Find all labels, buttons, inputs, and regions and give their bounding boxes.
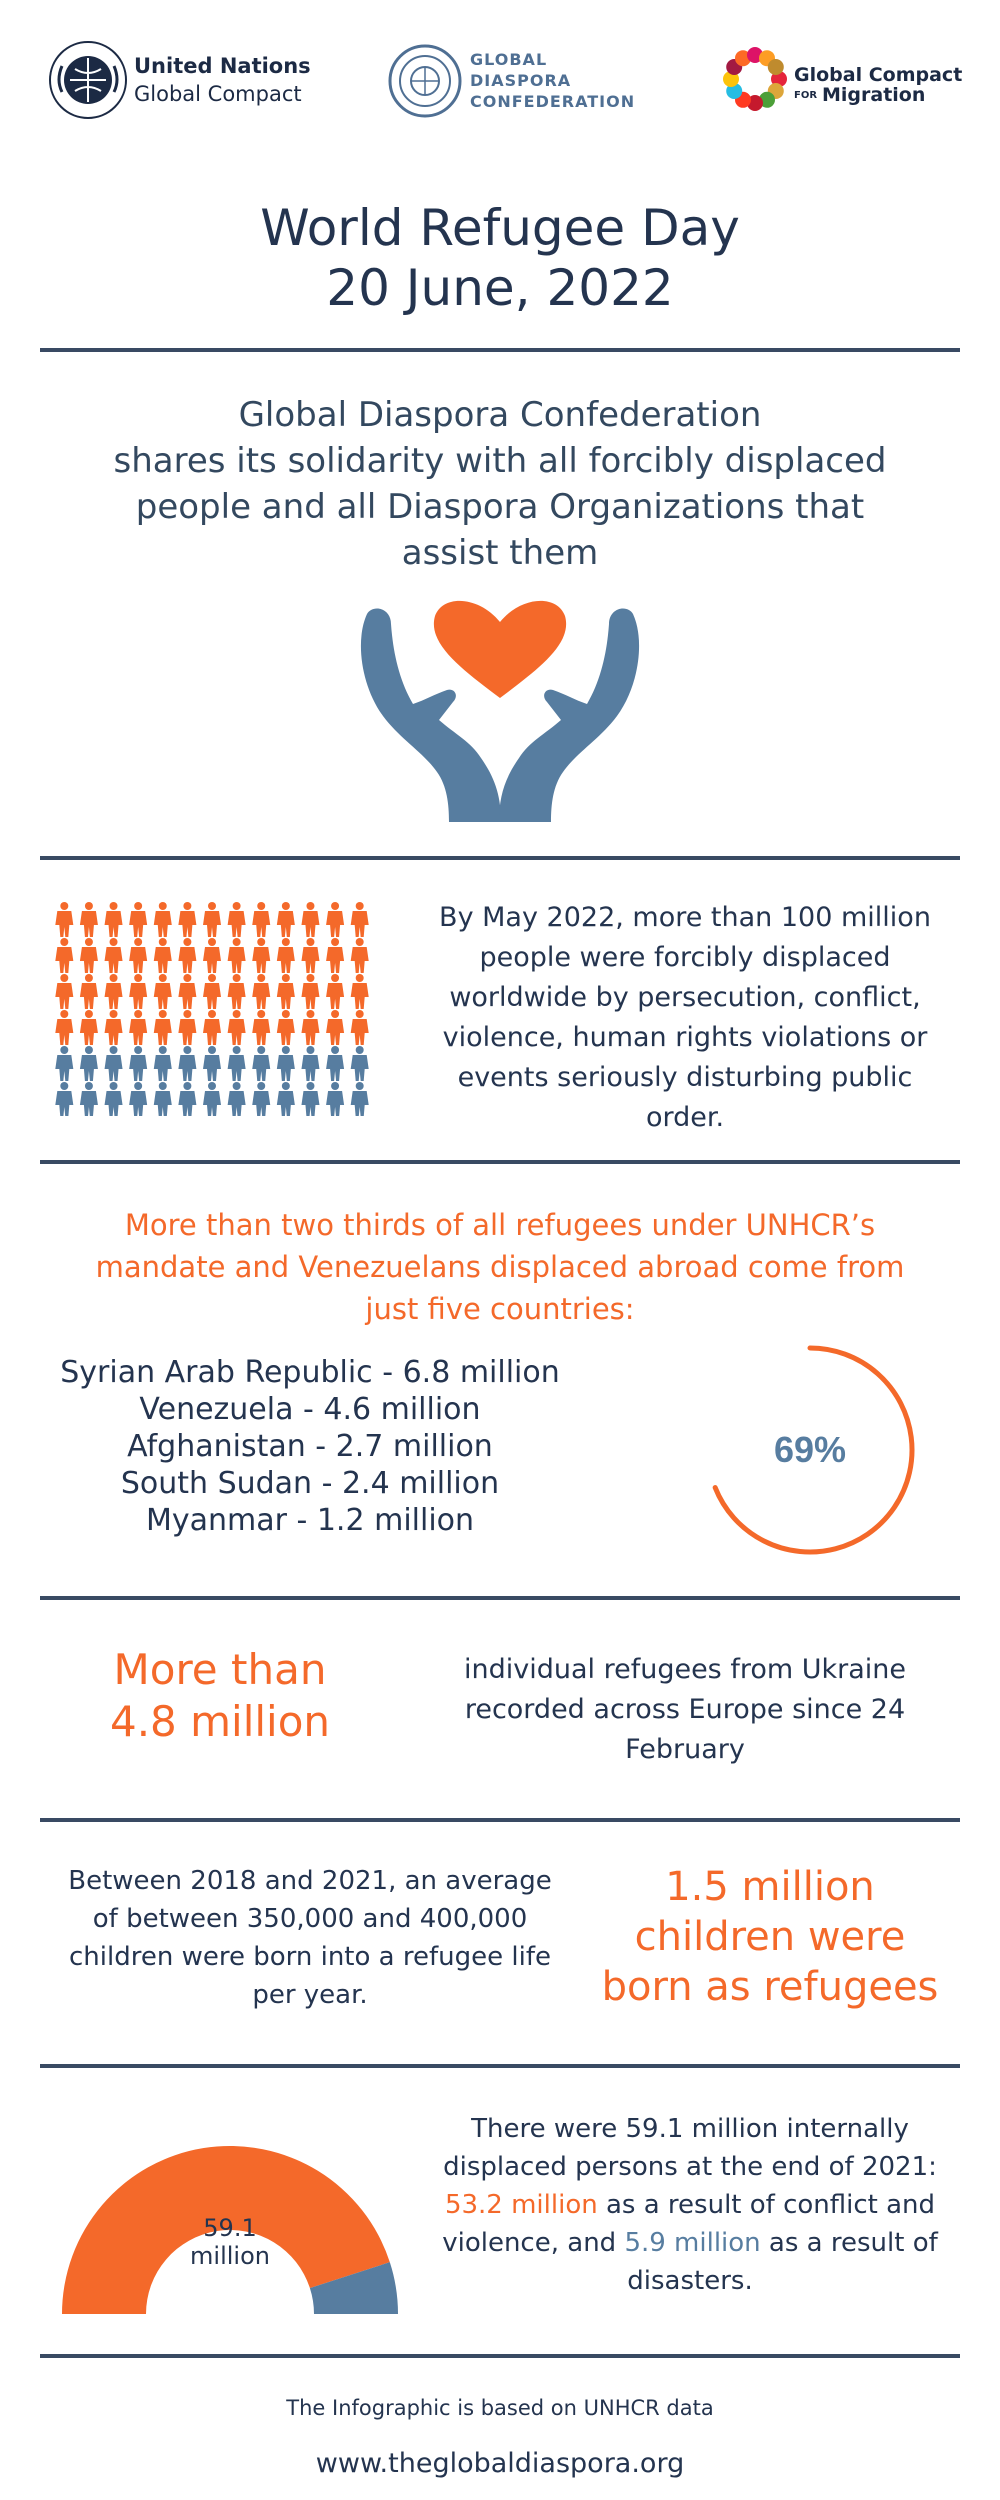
divider bbox=[40, 1596, 960, 1600]
un-logo-line1: United Nations bbox=[134, 54, 311, 78]
gcm-logo-for: FOR bbox=[794, 90, 818, 101]
country-item: South Sudan - 2.4 million bbox=[120, 1466, 500, 1501]
person-icon bbox=[203, 938, 221, 973]
displaced-line4: violence, human rights violations or bbox=[442, 1022, 928, 1053]
person-icon bbox=[55, 974, 73, 1009]
person-icon bbox=[228, 1046, 246, 1081]
person-icon bbox=[55, 902, 73, 937]
person-icon bbox=[277, 902, 295, 937]
ukraine-big-line1: More than bbox=[113, 1645, 327, 1694]
person-icon bbox=[178, 938, 196, 973]
person-icon bbox=[252, 1046, 270, 1081]
children-figure bbox=[590, 1862, 950, 2012]
person-icon bbox=[129, 938, 147, 973]
country-item: Venezuela - 4.6 million bbox=[139, 1392, 481, 1427]
person-icon bbox=[80, 1082, 98, 1116]
person-icon bbox=[228, 1082, 246, 1116]
ring-chart bbox=[700, 1340, 920, 1560]
person-icon bbox=[326, 1082, 344, 1116]
idp-line4 bbox=[420, 2224, 960, 2262]
page-title bbox=[0, 198, 1000, 318]
gdc-logo-line2: DIASPORA bbox=[470, 71, 572, 90]
person-icon bbox=[178, 1082, 196, 1116]
intro-line1: Global Diaspora Confederation bbox=[238, 395, 762, 435]
divider bbox=[40, 856, 960, 860]
person-icon bbox=[178, 902, 196, 937]
ukraine-big-line2: 4.8 million bbox=[109, 1697, 331, 1746]
country-list bbox=[60, 1354, 560, 1539]
intro-line3: people and all Diaspora Organizations that bbox=[135, 487, 865, 527]
person-icon bbox=[351, 1010, 369, 1045]
person-icon bbox=[228, 902, 246, 937]
person-icon bbox=[129, 1082, 147, 1116]
idp-donut-line2: million bbox=[190, 2242, 270, 2270]
gcm-logo-line1: Global Compact bbox=[794, 64, 963, 86]
people-pictogram bbox=[52, 900, 372, 1116]
person-icon bbox=[178, 1046, 196, 1081]
person-icon bbox=[326, 938, 344, 973]
person-icon bbox=[55, 1010, 73, 1045]
idp-line5: disasters. bbox=[627, 2266, 753, 2296]
person-icon bbox=[129, 974, 147, 1009]
person-icon bbox=[301, 938, 319, 973]
person-icon bbox=[277, 938, 295, 973]
person-icon bbox=[277, 974, 295, 1009]
divider bbox=[40, 1160, 960, 1164]
intro-line2: shares its solidarity with all forcibly displaced bbox=[113, 441, 887, 481]
person-icon bbox=[351, 974, 369, 1009]
person-icon bbox=[154, 938, 172, 973]
divider bbox=[40, 1818, 960, 1822]
displaced-line1: By May 2022, more than 100 million bbox=[439, 902, 931, 933]
title-line1: World Refugee Day bbox=[260, 199, 740, 257]
person-icon bbox=[105, 974, 123, 1009]
person-icon bbox=[203, 1082, 221, 1116]
divider bbox=[40, 2354, 960, 2358]
intro-line4: assist them bbox=[401, 533, 599, 573]
children-line3: children were born into a refugee life bbox=[69, 1942, 551, 1972]
divider bbox=[40, 2064, 960, 2068]
person-icon bbox=[252, 1082, 270, 1116]
person-icon bbox=[55, 1046, 73, 1081]
title-line2: 20 June, 2022 bbox=[326, 259, 674, 317]
idp-disaster-figure: 5.9 million bbox=[624, 2228, 761, 2258]
person-icon bbox=[301, 1010, 319, 1045]
five-countries-line2: mandate and Venezuelans displaced abroad come from bbox=[95, 1250, 905, 1284]
person-icon bbox=[154, 1046, 172, 1081]
source-note: The Infographic is based on UNHCR data bbox=[286, 2396, 714, 2420]
five-countries-line3: just five countries: bbox=[365, 1292, 635, 1326]
ukraine-line2: recorded across Europe since 24 bbox=[464, 1694, 906, 1725]
person-icon bbox=[129, 1046, 147, 1081]
gcm-logo-line2: Migration bbox=[822, 84, 926, 106]
person-icon bbox=[277, 1010, 295, 1045]
person-icon bbox=[80, 902, 98, 937]
hands-heart-icon bbox=[355, 600, 645, 825]
person-icon bbox=[105, 938, 123, 973]
country-item: Afghanistan - 2.7 million bbox=[127, 1429, 493, 1464]
idp-line1: There were 59.1 million internally bbox=[471, 2114, 909, 2144]
displaced-line6: order. bbox=[645, 1102, 725, 1133]
person-icon bbox=[80, 938, 98, 973]
divider bbox=[40, 348, 960, 352]
person-icon bbox=[252, 1010, 270, 1045]
children-big-line1: 1.5 million bbox=[665, 1864, 875, 1910]
person-icon bbox=[351, 902, 369, 937]
person-icon bbox=[105, 1046, 123, 1081]
gdc-logo-line3: CONFEDERATION bbox=[470, 92, 636, 111]
idp-line4-start: violence, and bbox=[442, 2228, 625, 2258]
country-item: Syrian Arab Republic - 6.8 million bbox=[60, 1355, 560, 1390]
person-icon bbox=[301, 1046, 319, 1081]
person-icon bbox=[326, 902, 344, 937]
five-countries-heading bbox=[0, 1204, 1000, 1330]
person-icon bbox=[351, 1082, 369, 1116]
person-icon bbox=[203, 1010, 221, 1045]
person-icon bbox=[105, 1010, 123, 1045]
un-logo-line2: Global Compact bbox=[134, 82, 302, 106]
person-icon bbox=[154, 902, 172, 937]
person-icon bbox=[228, 938, 246, 973]
idp-donut-line1: 59.1 bbox=[203, 2214, 257, 2242]
person-icon bbox=[55, 1082, 73, 1116]
ukraine-line3: February bbox=[625, 1734, 745, 1765]
person-icon bbox=[203, 974, 221, 1009]
person-icon bbox=[252, 974, 270, 1009]
displaced-line2: people were forcibly displaced bbox=[479, 942, 891, 973]
person-icon bbox=[203, 902, 221, 937]
person-icon bbox=[80, 1010, 98, 1045]
person-icon bbox=[277, 1082, 295, 1116]
gcm-flower-icon bbox=[718, 42, 792, 116]
gdc-logo-line1: GLOBAL bbox=[470, 50, 548, 69]
person-icon bbox=[351, 1046, 369, 1081]
logo-row bbox=[0, 40, 1000, 120]
person-icon bbox=[351, 938, 369, 973]
person-icon bbox=[277, 1046, 295, 1081]
idp-line3 bbox=[420, 2186, 960, 2224]
person-icon bbox=[105, 1082, 123, 1116]
children-line1: Between 2018 and 2021, an average bbox=[68, 1866, 552, 1896]
displaced-text bbox=[410, 898, 960, 1138]
person-icon bbox=[154, 1010, 172, 1045]
website-link[interactable]: www.theglobaldiaspora.org bbox=[315, 2448, 685, 2479]
children-line2: of between 350,000 and 400,000 bbox=[92, 1904, 528, 1934]
idp-line3-rest: as a result of conflict and bbox=[597, 2190, 936, 2220]
person-icon bbox=[252, 938, 270, 973]
children-big-line3: born as refugees bbox=[601, 1964, 939, 2010]
idp-line2: displaced persons at the end of 2021: bbox=[443, 2152, 937, 2182]
person-icon bbox=[301, 974, 319, 1009]
displaced-line3: worldwide by persecution, conflict, bbox=[449, 982, 921, 1013]
person-icon bbox=[228, 1010, 246, 1045]
children-big-line2: children were bbox=[634, 1914, 906, 1960]
un-global-compact-seal-icon bbox=[48, 40, 128, 120]
ukraine-line1: individual refugees from Ukraine bbox=[463, 1654, 907, 1685]
ukraine-text bbox=[420, 1650, 950, 1770]
person-icon bbox=[228, 974, 246, 1009]
person-icon bbox=[129, 1010, 147, 1045]
person-icon bbox=[105, 902, 123, 937]
person-icon bbox=[154, 974, 172, 1009]
person-icon bbox=[326, 1010, 344, 1045]
person-icon bbox=[301, 902, 319, 937]
person-icon bbox=[129, 902, 147, 937]
person-icon bbox=[55, 938, 73, 973]
intro-text bbox=[0, 392, 1000, 576]
gcm-petal bbox=[768, 59, 784, 75]
five-countries-line1: More than two thirds of all refugees under UNHCR’s bbox=[124, 1208, 876, 1242]
person-icon bbox=[154, 1082, 172, 1116]
idp-text bbox=[420, 2110, 960, 2300]
person-icon bbox=[252, 902, 270, 937]
children-line4: per year. bbox=[252, 1980, 368, 2010]
person-icon bbox=[326, 1046, 344, 1081]
person-icon bbox=[203, 1046, 221, 1081]
gdc-seal-icon bbox=[388, 44, 462, 118]
person-icon bbox=[80, 974, 98, 1009]
idp-conflict-figure: 53.2 million bbox=[444, 2190, 598, 2220]
ukraine-figure bbox=[60, 1644, 380, 1748]
person-icon bbox=[80, 1046, 98, 1081]
idp-donut-label bbox=[130, 2214, 330, 2270]
displaced-line5: events seriously disturbing public bbox=[457, 1062, 913, 1093]
person-icon bbox=[326, 974, 344, 1009]
idp-line4-rest: as a result of bbox=[760, 2228, 938, 2258]
person-icon bbox=[178, 1010, 196, 1045]
person-icon bbox=[178, 974, 196, 1009]
children-text bbox=[40, 1862, 580, 2014]
person-icon bbox=[301, 1082, 319, 1116]
country-item: Myanmar - 1.2 million bbox=[145, 1503, 475, 1538]
ring-label: 69% bbox=[773, 1429, 847, 1470]
